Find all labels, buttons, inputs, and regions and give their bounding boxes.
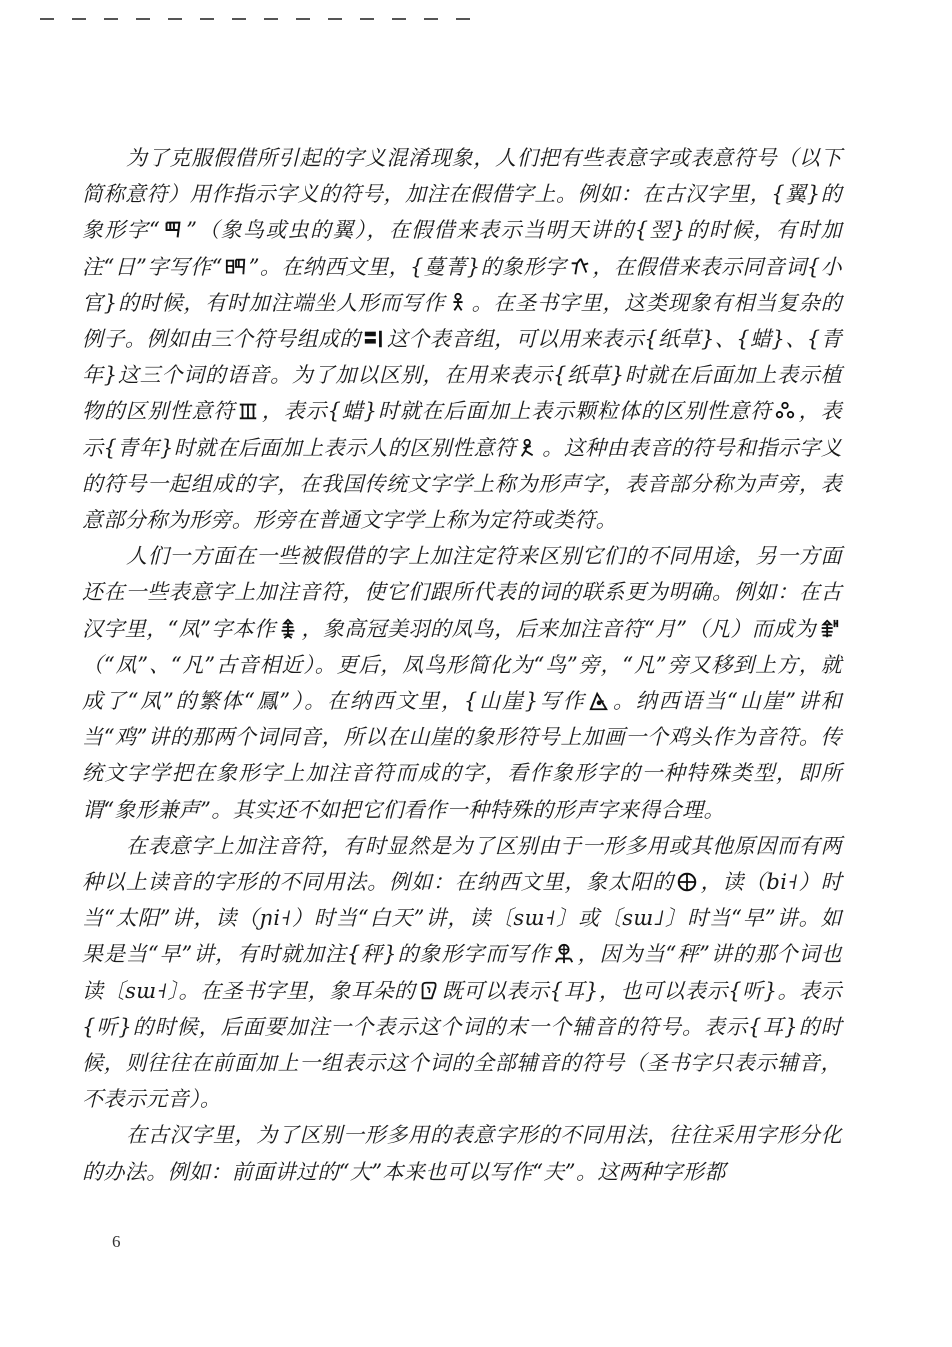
paragraph-4 [82, 1117, 842, 1189]
text-run: 。纳西语当“山崖”讲和当“鸡”讲的那两个词同音，所以在山崖的象形符号上加画一个鸡头作为音符。传统文字学把在象形字上加注音符而成的字，看作象形字的一种特殊类型，即所谓“象形兼声”。其实还不如把它们看作一种特殊的形声字来得合理。 [82, 689, 843, 822]
text-run: ，表示{蜡}时就在后面加上表示颗粒体的区别性意符 [261, 399, 773, 424]
yi-with-sun-pictograph-icon [225, 256, 247, 278]
three-sign-phonetic-group-icon [363, 328, 385, 350]
text-run: ，象高冠美羽的凤鸟，后来加注音符“月”（凡）而成为 [301, 616, 816, 641]
sun-with-scale-pictograph-icon [553, 943, 575, 965]
text-run: ”。在纳西文里，{蔓菁}的象形字 [248, 254, 567, 279]
phoenix-with-fan-pictograph-icon [818, 618, 840, 640]
text-run: 在表意字上加注音符，有时显然是为了区别由于一形多用或其他原因而有两种以上读音的字形的不同用法。例如：在纳西文里，象太阳的 [82, 833, 842, 895]
text-run: 这个表音组，可以用来表示{纸草}、{蜡}、{青年}这三个词的语音。为了加以区别，在用来表示{纸草}时就在后面加上表示植物的区别性意符 [82, 327, 842, 424]
child-determinative-icon [518, 437, 540, 459]
text-run: ”（象鸟或虫的翼），在假借来表示当明天讲的{翌}的时候，有时加注“日”字写作“ [82, 218, 842, 279]
paragraph-3 [82, 828, 842, 1118]
text-run: ，因为当“秤”讲的那个词也读〔sɯ˧〕。在圣书字里，象耳朵的 [82, 942, 842, 1003]
grains-determinative-icon [774, 400, 796, 422]
text-run: （“凤”、“凡”古音相近）。更后，凤鸟形简化为“鸟”旁，“凡”旁又移到上方，就成了“凤”的繁体“鳳”）。在纳西文里，{山崖}写作 [82, 652, 842, 714]
cliff-with-chicken-head-icon [588, 690, 610, 712]
text-run: ，读（bi˧）时当“太阳”讲，读（ɲi˧）时当“白天”讲，读〔sɯ˧〕或〔sɯ˩〕时当“早”讲。如果是当“早”讲，有时就加注{秤}的象形字而写作 [82, 870, 842, 967]
paragraph-2 [82, 538, 842, 828]
text-run: ，表示{青年}时就在后面加上表示人的区别性意符 [82, 399, 842, 460]
ear-hieroglyph-icon [418, 980, 440, 1002]
wing-pictograph-icon [162, 219, 184, 241]
text-run: 为了克服假借所引起的字义混淆现象，人们把有些表意字或表意符号（以下简称意符）用作指示字义的符号，加注在假借字上。例如：在古汉字里，{翼}的象形字“ [82, 146, 842, 243]
text-run: 人们一方面在一些被假借的字上加注定符来区别它们的不同用途，另一方面还在一些表意字上加注音符，使它们跟所代表的词的联系更为明确。例如：在古汉字里，“凤”字本作 [82, 544, 842, 641]
text-run: 在古汉字里，为了区别一形多用的表意字形的不同用法，往往采用字形分化的办法。例如：前面讲过的“大”本来也可以写作“夫”。这两种字形都 [82, 1123, 842, 1184]
seated-official-pictograph-icon [447, 292, 469, 314]
turnip-pictograph-icon [568, 256, 590, 278]
page-number: 6 [112, 1232, 121, 1251]
text-run: 。在圣书字里，这类现象有相当复杂的例子。例如由三个符号组成的 [82, 290, 842, 352]
sun-circle-cross-icon [676, 871, 698, 893]
text-run: 既可以表示{耳}，也可以表示{听}。表示{听}的时候，后面要加注一个表示这个词的末一个辅音的符号。表示{耳}的时候，则往往在前面加上一组表示这个词的全部辅音的符号（圣书字只表示辅音，不表示元音）。 [82, 978, 842, 1112]
paragraph-1 [82, 140, 842, 538]
text-run: ，在假借来表示同音词{小官}的时候，有时加注端坐人形而写作 [82, 254, 842, 315]
text-run: 。这种由表音的符号和指示字义的符号一起组成的字，在我国传统文字学上称为形声字，表音部分称为声旁，表意部分称为形旁。形旁在普通文字学上称为定符或类符。 [82, 435, 842, 533]
plant-determinative-icon [237, 400, 259, 422]
body-text [82, 140, 842, 1190]
phoenix-pictograph-icon [277, 618, 299, 640]
